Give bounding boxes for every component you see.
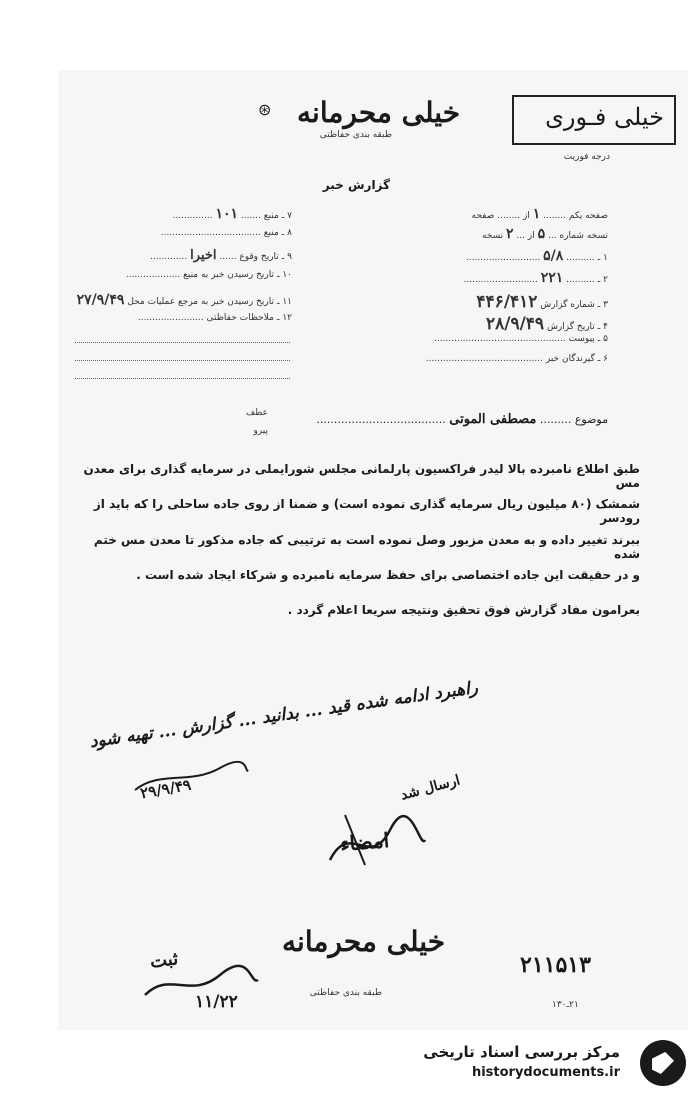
body-line: و در حقیقت این جاده اختصاصی برای حفظ سرمایه نامبرده و شرکاء ایجاد شده است . — [136, 568, 640, 582]
field-report-number: ۳ ـ شماره گزارش ۴۴۶/۴۱۲ — [476, 292, 608, 312]
handwritten-note: راهبرد ادامه شده قید ... بدانید ... گزارش ... تهیه شود — [88, 677, 480, 753]
field-source: ۷ ـ منبع ....... ۱۰۱ .............. — [172, 206, 292, 222]
classification-title: خیلی محرمانه — [297, 96, 460, 129]
footer-classification-subtitle: طبقه بندی حفاظتی — [309, 988, 382, 998]
body-line: بعرامون مفاد گزارش فوق تحقیق ونتیجه سریعا اعلام گردد . — [287, 603, 640, 617]
archive-site: historydocuments.ir — [471, 1065, 620, 1080]
field-event-date: ۹ ـ تاریخ وقوع ...... اخیرا ............. — [150, 248, 292, 263]
report-title: گزارش خبر — [322, 178, 390, 192]
ref-label-1: عطف — [245, 408, 268, 418]
archive-name: مرکز بررسی اسناد تاریخی — [423, 1043, 620, 1061]
handwritten-registered: ثبت — [148, 948, 180, 973]
urgency-stamp — [512, 95, 676, 145]
field-report-date: ۴ ـ تاریخ گزارش ۲۸/۹/۴۹ — [485, 314, 608, 334]
field-1: ۱ ـ .......... ۵/۸ .......................... — [465, 248, 608, 264]
field-source-2: ۸ ـ منبع ................................... — [160, 228, 292, 238]
field-security-notes: ۱۲ ـ ملاحظات حفاظتی ....................... — [137, 313, 292, 323]
field-2: ۲ ـ .......... ۲۲۱ .......................... — [463, 270, 608, 286]
archive-logo-icon — [640, 1040, 686, 1086]
field-recipients: ۶ ـ گیرندگان خبر ......................................... — [425, 354, 608, 364]
blank-line — [75, 378, 290, 379]
signature: امضاء — [339, 827, 391, 857]
handwritten-send: ارسال شد — [398, 772, 462, 804]
field-page: صفحه یکم ........ ۱ از ........ صفحه — [471, 206, 608, 222]
signature-scribble — [320, 800, 430, 880]
document-number: ۲۱۱۵۱۳ — [520, 952, 591, 978]
field-copy: نسخه شماره ... ۵ از ... ۲ نسخه — [481, 226, 608, 242]
ref-label-2: پیرو — [253, 426, 268, 436]
document-code: ۲۱ـ۱۳۰ — [552, 1000, 579, 1010]
field-attachment: ۵ ـ پیوست .............................................. — [434, 334, 608, 344]
footer-classification: خیلی محرمانه — [282, 925, 445, 958]
subject-line: موضوع ......... مصطفی الموتی ..................................... — [316, 412, 608, 427]
handwritten-date: ۲۹/۹/۴۹ — [138, 775, 193, 803]
blank-line — [75, 360, 290, 361]
body-line: شمشک (۸۰ میلیون ریال سرمایه گذاری نموده است) و ضمنا از روی جاده ساحلی را که باید از رودسر — [93, 497, 640, 525]
body-line: طبق اطلاع نامبرده بالا لیدر فراکسیون پارلمانی مجلس شورایملی در سرمایه گذاری برای معدن مس — [83, 462, 640, 490]
handwritten-bottom-date: ۱۱/۲۲ — [195, 992, 238, 1012]
urgency-label: درجه فوریت — [563, 152, 610, 162]
classification-subtitle: طبقه بندی حفاظتی — [319, 130, 392, 140]
field-source-date: ۱۰ ـ تاریخ رسیدن خبر به منبع ................... — [125, 270, 292, 280]
blank-line — [75, 342, 290, 343]
handwritten-scribble — [130, 760, 250, 800]
field-received-date: ۱۱ ـ تاریخ رسیدن خبر به مرجع عملیات محل ۲۷/۹/۴۹ — [76, 292, 292, 308]
urgency-stamp-text: خیلی فـوری — [545, 103, 664, 131]
seal-icon: ⊛ — [258, 100, 272, 119]
body-line: ببرند تغییر داده و به معدن مزبور وصل نموده است به ترتیبی که جاده مذکور تا معدن مس ختم شده — [93, 533, 640, 561]
